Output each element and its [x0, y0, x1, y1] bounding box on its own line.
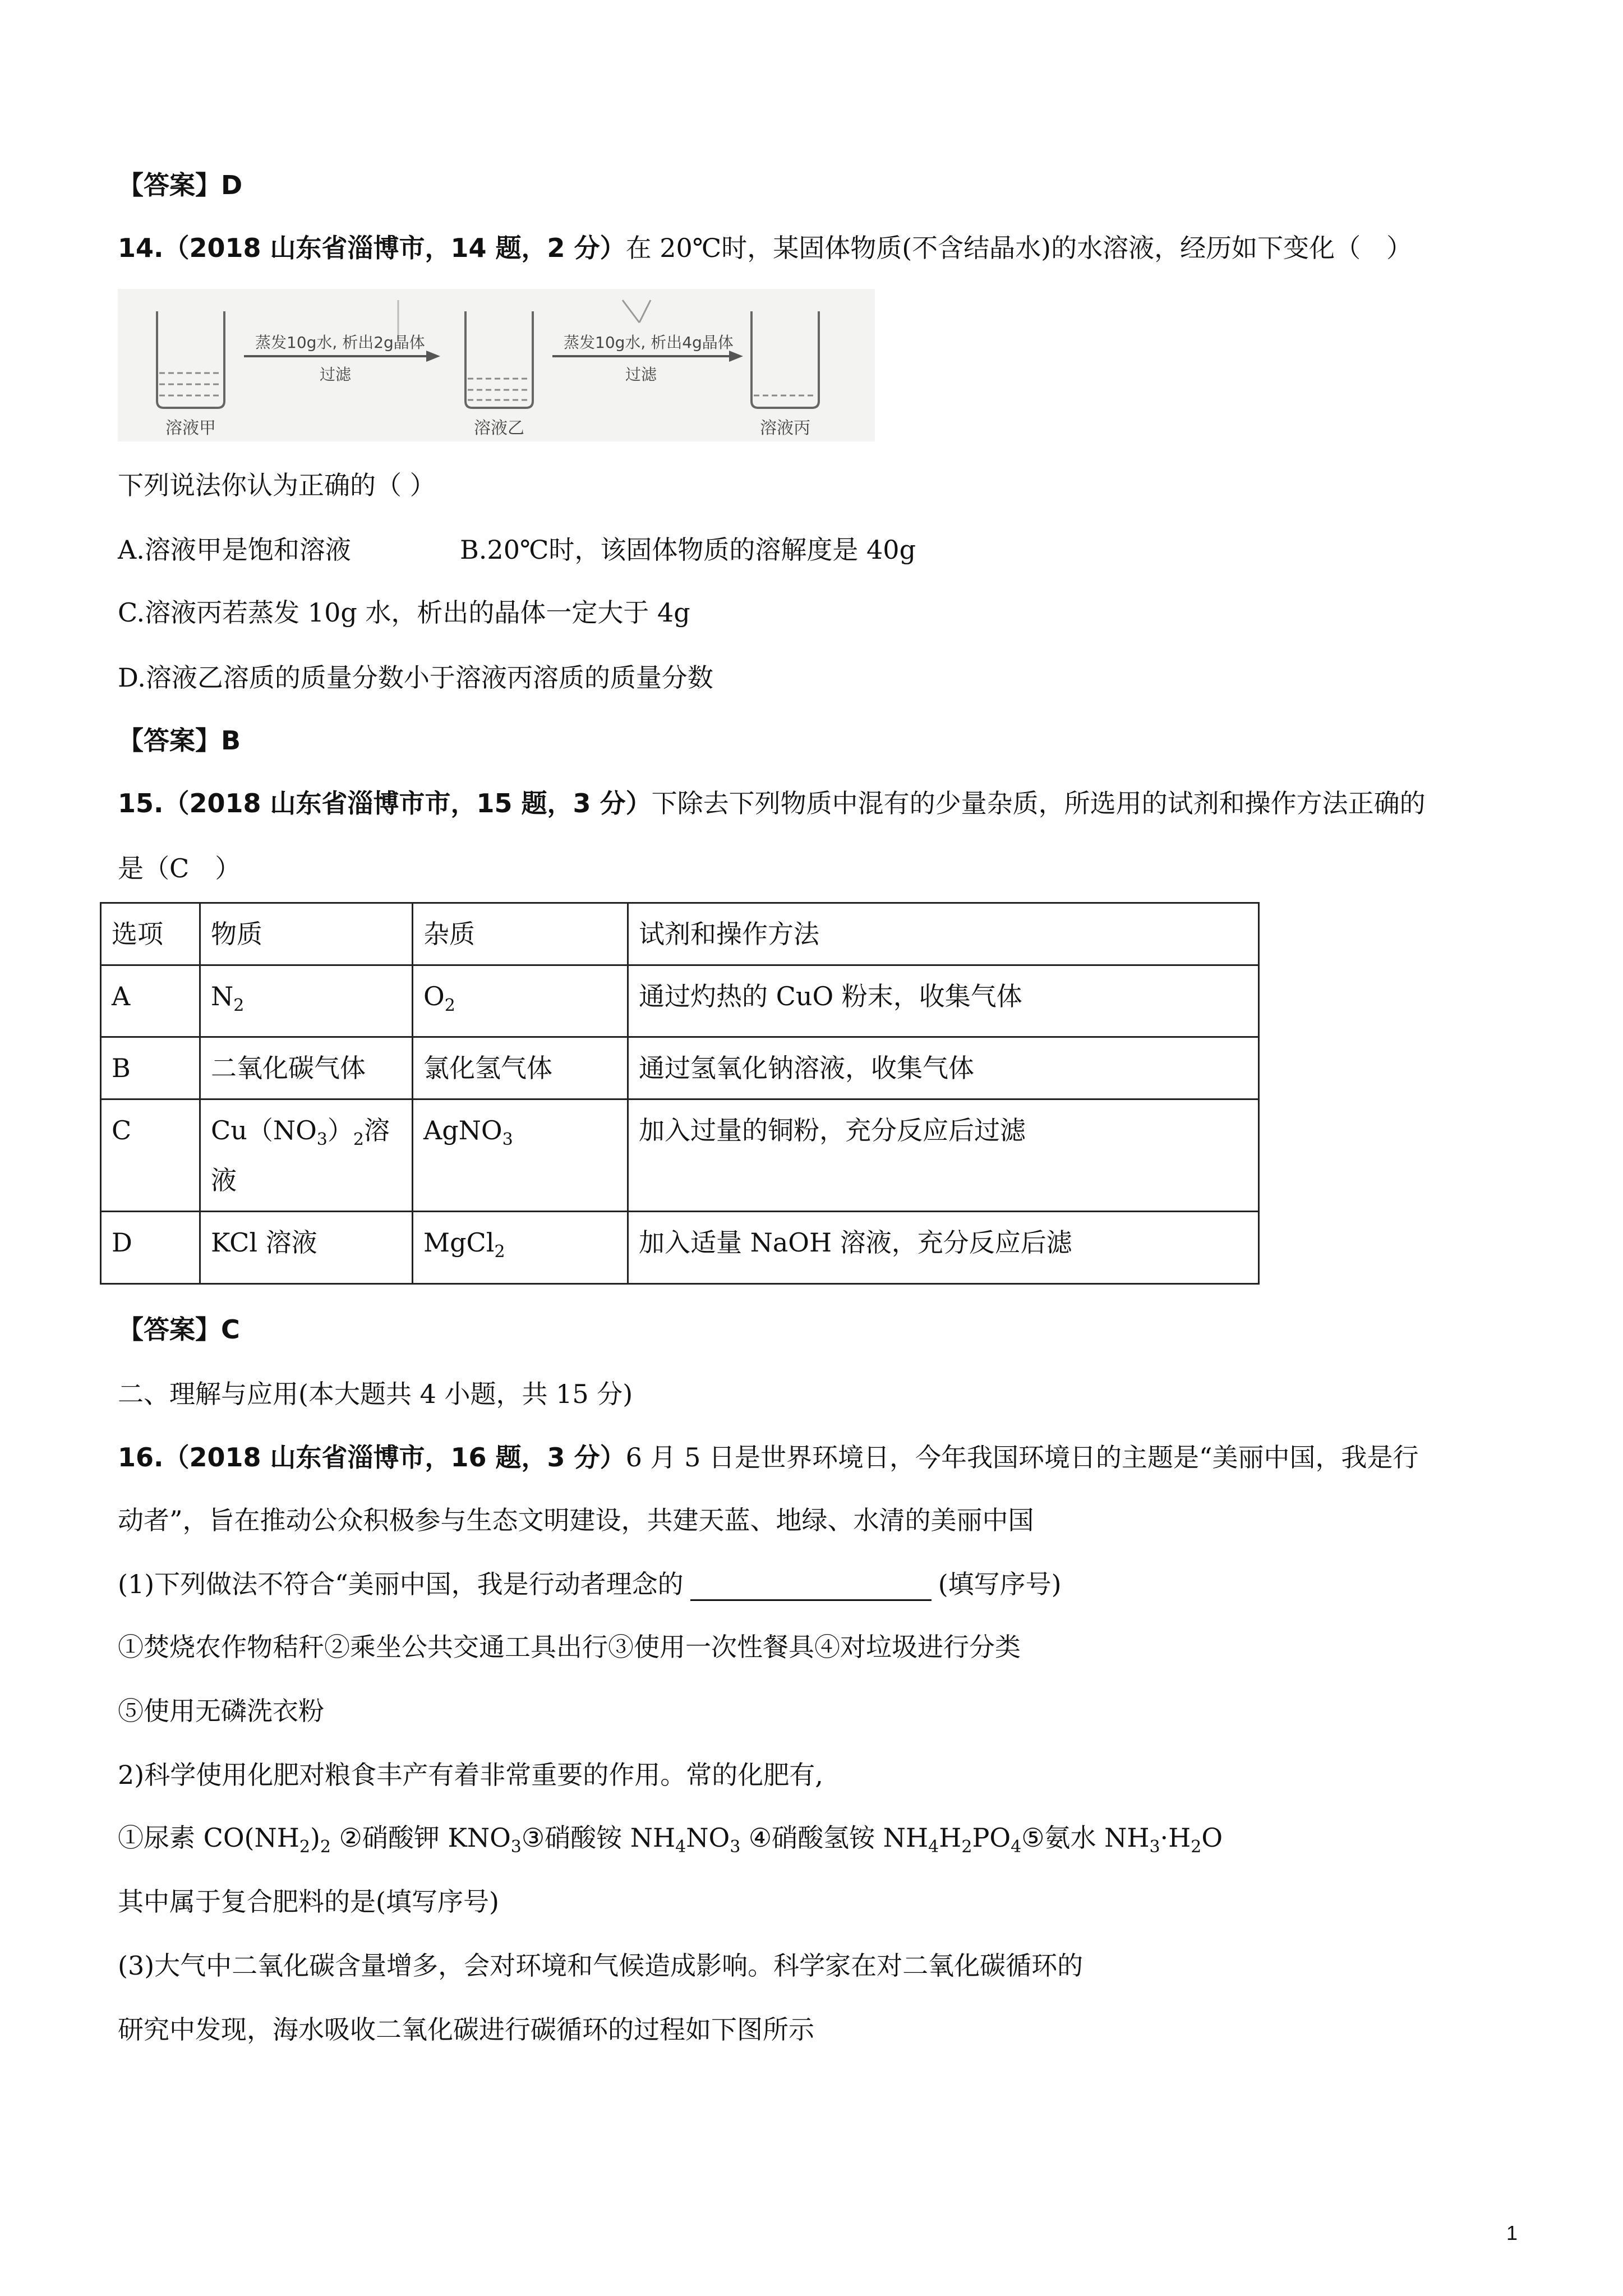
- q14-stem: 在 20℃时，某固体物质(不含结晶水)的水溶液，经历如下变化（ ）: [625, 233, 1413, 263]
- q15-title: [118, 786, 1426, 820]
- q14-source: 14.（2018 山东省淄博市，14 题，2 分）: [118, 233, 626, 263]
- q15-source: 15.（2018 山东省淄博市市，15 题，3 分）: [118, 788, 652, 818]
- cell-substance: KCl 溶液: [200, 1212, 413, 1283]
- q16-title: [118, 1441, 1419, 1474]
- q16-stem: 6 月 5 日是世界环境日，今年我国环境日的主题是“美丽中国，我是行: [625, 1442, 1419, 1473]
- q16-part3-line2: 研究中发现，海水吸收二氧化碳进行碳循环的过程如下图所示: [118, 2014, 814, 2045]
- label-solution-c: 溶液丙: [760, 418, 810, 438]
- label-solution-a: 溶液甲: [165, 418, 216, 438]
- q13-answer: 【答案】D: [118, 170, 243, 200]
- beaker-diagram: [118, 289, 875, 441]
- beaker-figure: [118, 289, 875, 441]
- q14-title: [118, 231, 1412, 265]
- section-heading: 二、理解与应用(本大题共 4 小题，共 15 分): [118, 1379, 633, 1409]
- q14-option-d: D.溶液乙溶质的质量分数小于溶液丙溶质的质量分数: [118, 662, 713, 693]
- q16-title-line2: 动者”，旨在推动公众积极参与生态文明建设，共建天蓝、地绿、水清的美丽中国: [118, 1505, 1034, 1535]
- header-option: 选项: [101, 903, 200, 965]
- table-row: [101, 965, 1259, 1037]
- cell-method: 加入过量的铜粉，充分反应后过滤: [628, 1099, 1259, 1212]
- cell-option: D: [101, 1212, 200, 1283]
- q16-part2: 2)科学使用化肥对粮食丰产有着非常重要的作用。常的化肥有,: [118, 1760, 823, 1790]
- header-impurity: 杂质: [413, 903, 628, 965]
- q16-part2-question: 其中属于复合肥料的是(填写序号): [118, 1887, 499, 1917]
- step2-bottom-label: 过滤: [625, 365, 657, 384]
- step1-bottom-label: 过滤: [320, 365, 352, 384]
- cell-option: A: [101, 965, 200, 1037]
- q15-title-line2: 是（C ）: [118, 853, 241, 884]
- step1-top-label: 蒸发10g水, 析出2g晶体: [255, 333, 425, 352]
- cell-impurity: AgNO$_3$: [413, 1099, 628, 1212]
- table-row: [101, 1099, 1259, 1212]
- cell-method: 通过灼热的 CuO 粉末，收集气体: [628, 965, 1259, 1037]
- cell-method: 加入适量 NaOH 溶液，充分反应后滤: [628, 1212, 1259, 1283]
- cell-impurity: $O_2$: [413, 965, 628, 1037]
- q14-prompt: 下列说法你认为正确的（ ）: [118, 470, 436, 500]
- q14-option-c: C.溶液丙若蒸发 10g 水，析出的晶体一定大于 4g: [118, 597, 690, 628]
- q16-part2-options: ①尿素 $CO(NH_2)_2$ ②硝酸钾 $KNO_3③$硝酸铵 $NH_4NO_3$ ④硝酸氢铵 $NH_4H_2PO_4⑤$氨水 $NH_3\cdot H_2O$: [118, 1823, 1223, 1857]
- q15-stem: 下除去下列物质中混有的少量杂质，所选用的试剂和操作方法正确的: [651, 788, 1426, 818]
- q16-part3: (3)大气中二氧化碳含量增多，会对环境和气候造成影响。科学家在对二氧化碳循环的: [118, 1950, 1083, 1981]
- cell-substance: $N_2$: [200, 965, 413, 1037]
- beaker-a: [157, 311, 224, 408]
- q14-option-a: A.溶液甲是饱和溶液: [118, 535, 351, 565]
- q16-source: 16.（2018 山东省淄博市，16 题，3 分）: [118, 1442, 626, 1473]
- beaker-b: [398, 300, 651, 408]
- q15-table: [100, 902, 1260, 1285]
- q14-option-b: B.20℃时，该固体物质的溶解度是 40g: [460, 535, 916, 565]
- table-header-row: [101, 903, 1259, 965]
- q16-part1-option5: ⑤使用无磷洗衣粉: [118, 1696, 324, 1726]
- header-substance: 物质: [200, 903, 413, 965]
- cell-option: B: [101, 1037, 200, 1099]
- step2-top-label: 蒸发10g水, 析出4g晶体: [564, 333, 734, 352]
- table-row: [101, 1212, 1259, 1283]
- cell-method: 通过氢氧化钠溶液，收集气体: [628, 1037, 1259, 1099]
- cell-substance: $Cu(NO_3)_2$溶 液: [200, 1099, 413, 1212]
- cell-impurity: MgCl$_2$: [413, 1212, 628, 1283]
- header-method: 试剂和操作方法: [628, 903, 1259, 965]
- answer-blank[interactable]: [690, 1575, 932, 1601]
- table-row: [101, 1037, 1259, 1099]
- q16-part1: (1)下列做法不符合“美丽中国，我是行动者理念的 (填写序号): [118, 1567, 1062, 1601]
- page-number: 1: [1506, 2221, 1518, 2244]
- label-solution-b: 溶液乙: [474, 418, 524, 438]
- q16-part1-options: ①焚烧农作物秸秆②乘坐公共交通工具出行③使用一次性餐具④对垃圾进行分类: [118, 1632, 1021, 1662]
- beaker-c: [751, 311, 819, 408]
- q14-answer: 【答案】B: [118, 725, 241, 756]
- q15-answer: 【答案】C: [118, 1314, 240, 1345]
- arrow-step-2: [552, 351, 743, 362]
- arrow-step-1: [244, 351, 440, 362]
- cell-option: C: [101, 1099, 200, 1212]
- cell-substance: 二氧化碳气体: [200, 1037, 413, 1099]
- cell-impurity: 氯化氢气体: [413, 1037, 628, 1099]
